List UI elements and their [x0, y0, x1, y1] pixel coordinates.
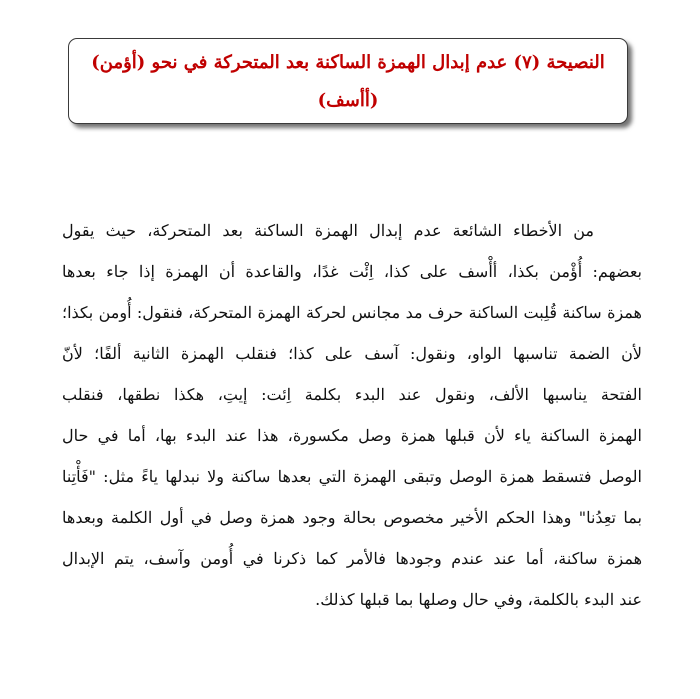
title-box — [68, 38, 628, 124]
body-paragraph — [62, 210, 642, 620]
title-line-2: (أأسف) — [317, 90, 379, 111]
paragraph-line-3: همزة ساكنة قُلِبت الساكنة حرف مد مجانس لحركة الهمزة المتحركة، فنقول: أُومن بكذا؛ — [62, 303, 642, 322]
title-line-1: النصيحة (٧) عدم إبدال الهمزة الساكنة بعد المتحركة في نحو (أؤمن) — [91, 52, 605, 73]
paragraph-line-6: الهمزة الساكنة ياء لأن قبلها همزة وصل مكسورة، هذا عند البدء بها، أما في حال — [62, 426, 642, 445]
paragraph-line-9: همزة ساكنة، أما عند عندم وجودها فالأمر كما ذكرنا في أُومن وآسف، يتم الإبدال — [62, 549, 642, 568]
paragraph-line-10: عند البدء بالكلمة، وفي حال وصلها بما قبلها كذلك. — [315, 590, 642, 609]
paragraph-line-8: بما تعِدُنا" وهذا الحكم الأخير مخصوص بحالة وجود همزة وصل في أول الكلمة وبعدها — [62, 508, 642, 527]
paragraph-line-1: من الأخطاء الشائعة عدم إبدال الهمزة الساكنة بعد المتحركة، حيث يقول — [62, 221, 594, 240]
paragraph-line-5: الفتحة يناسبها الألف، ونقول عند البدء بكلمة اِئت: إيتِ، هكذا نطقها، فنقلب — [62, 385, 642, 404]
paragraph-line-7: الوصل فتسقط همزة الوصل وتبقى الهمزة التي بعدها ساكنة ولا نبدلها ياءً مثل: "فَأْتِنا — [62, 467, 642, 486]
paragraph-line-4: لأن الضمة تناسبها الواو، ونقول: آسف على كذا؛ فنقلب الهمزة الثانية ألفًا؛ لأنّ — [62, 344, 642, 363]
paragraph-line-2: بعضهم: أُؤْمن بكذا، أأْسف على كذا، اِئْت غدًا، والقاعدة أن الهمزة إذا جاء بعدها — [62, 262, 642, 281]
